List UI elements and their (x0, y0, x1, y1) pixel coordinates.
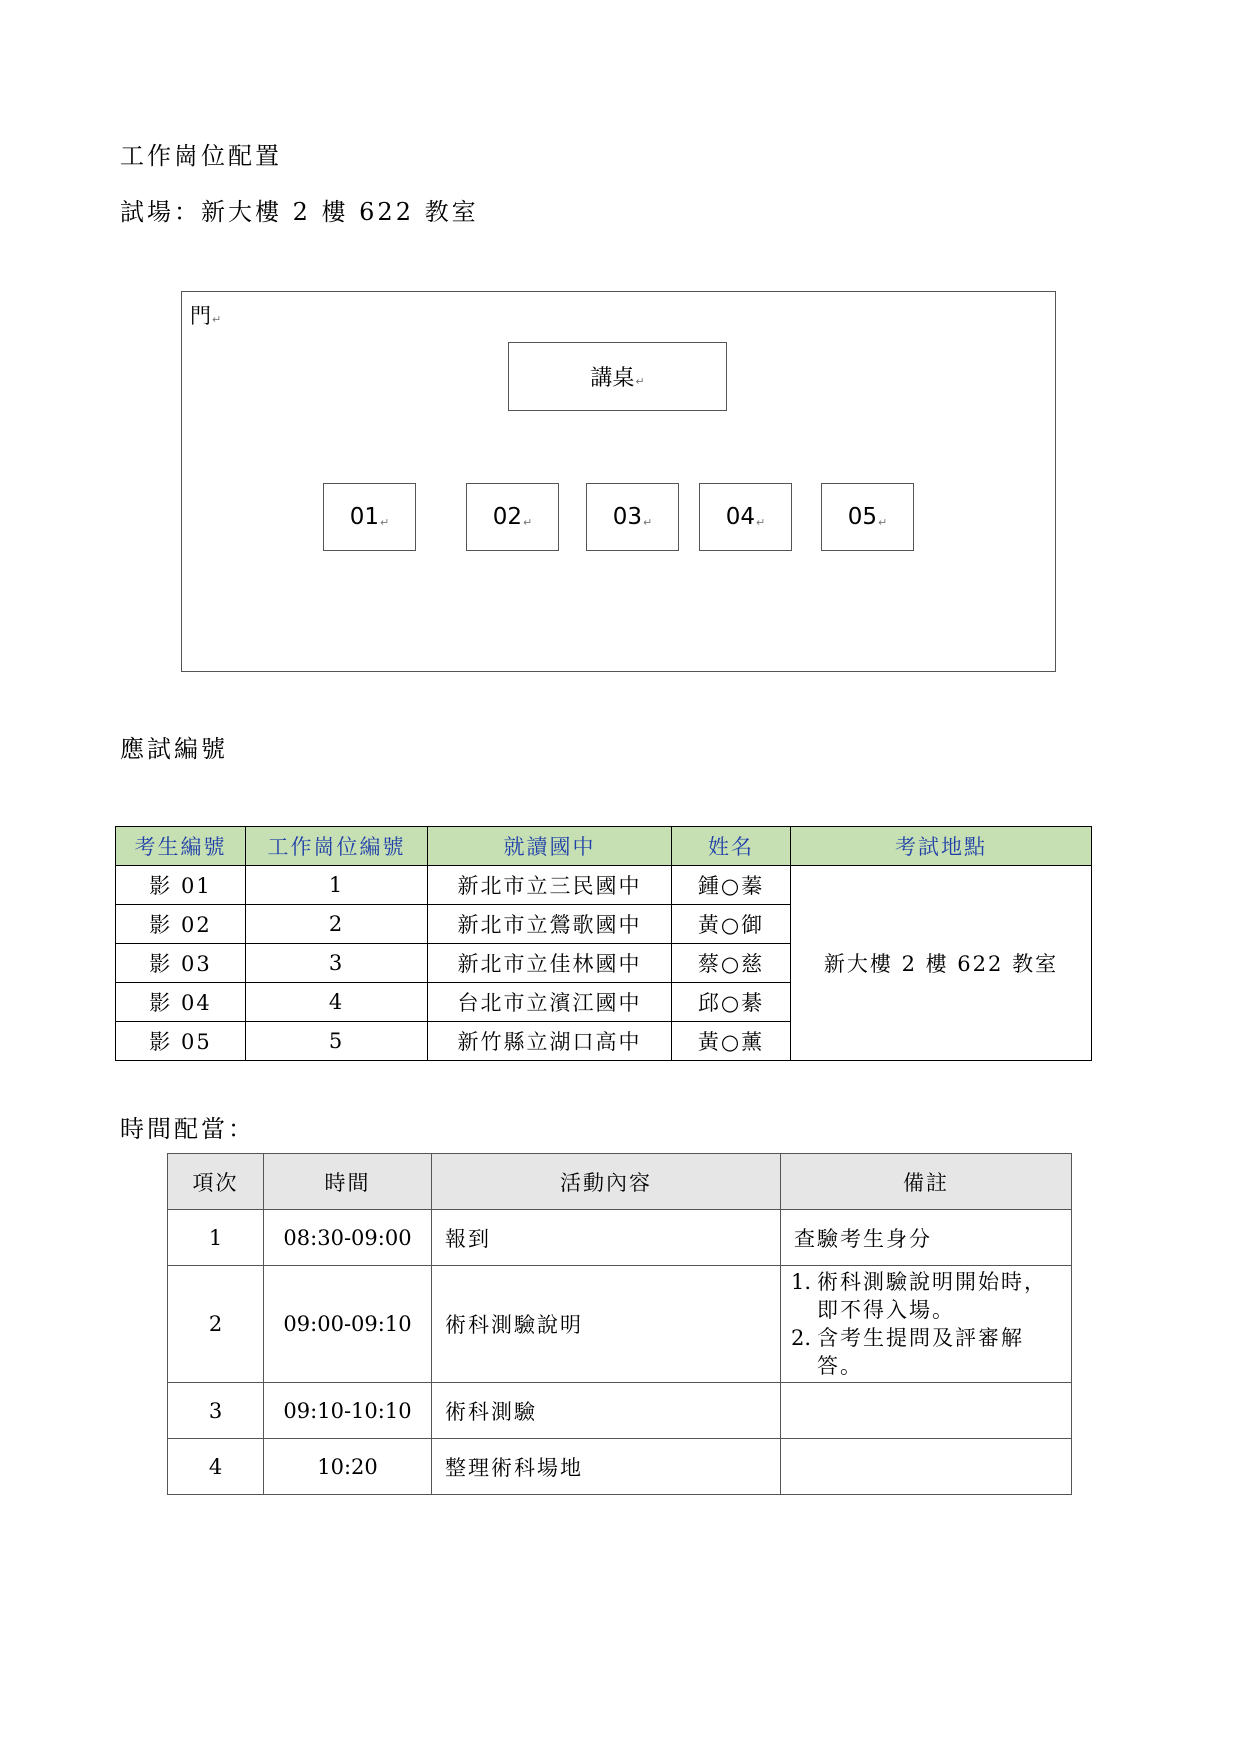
table-row (168, 1439, 1072, 1495)
item-number: 4 (168, 1439, 264, 1495)
candidate-name: 黃○薰 (672, 1022, 791, 1061)
school: 新竹縣立湖口高中 (428, 1022, 672, 1061)
candidate-id: 影 04 (116, 983, 246, 1022)
section-title-exam-ids: 應試編號 (120, 735, 228, 763)
column-header: 考試地點 (791, 827, 1092, 866)
table-row (168, 1266, 1072, 1383)
school: 台北市立濱江國中 (428, 983, 672, 1022)
column-header: 就讀國中 (428, 827, 672, 866)
candidate-id: 影 05 (116, 1022, 246, 1061)
note: 查驗考生身分 (781, 1210, 1072, 1266)
time-range: 08:30-09:00 (264, 1210, 432, 1266)
candidate-name: 邱○綦 (672, 983, 791, 1022)
venue-title: 試場：新大樓 2 樓 622 教室 (120, 198, 479, 226)
column-header: 活動內容 (432, 1154, 781, 1210)
time-range: 09:00-09:10 (264, 1266, 432, 1383)
table-row (168, 1210, 1072, 1266)
note (781, 1439, 1072, 1495)
column-header: 考生編號 (116, 827, 246, 866)
item-number: 1 (168, 1210, 264, 1266)
school: 新北市立鶯歌國中 (428, 905, 672, 944)
column-header: 工作崗位編號 (246, 827, 428, 866)
seat-box: 03 ↵ (586, 483, 679, 551)
activity: 術科測驗 (432, 1383, 781, 1439)
school: 新北市立三民國中 (428, 866, 672, 905)
station-number: 1 (246, 866, 428, 905)
column-header: 時間 (264, 1154, 432, 1210)
section-title-schedule: 時間配當： (120, 1115, 255, 1143)
list-item: 1. 術科測驗說明開始時，即不得入場。 (791, 1270, 1047, 1322)
activity: 術科測驗說明 (432, 1266, 781, 1383)
candidate-name: 蔡○慈 (672, 944, 791, 983)
column-header: 項次 (168, 1154, 264, 1210)
exam-site: 新大樓 2 樓 622 教室 (791, 866, 1092, 1061)
time-range: 10:20 (264, 1439, 432, 1495)
list-item: 2. 含考生提問及評審解答。 (791, 1326, 1024, 1378)
station-number: 5 (246, 1022, 428, 1061)
seat-box: 02 ↵ (466, 483, 559, 551)
item-number: 2 (168, 1266, 264, 1383)
floor-plan (181, 291, 1056, 672)
candidate-name: 鍾○蓁 (672, 866, 791, 905)
section-title-workstation: 工作崗位配置 (120, 142, 282, 170)
item-number: 3 (168, 1383, 264, 1439)
table-row (116, 866, 1092, 905)
podium: 講桌 ↵ (508, 342, 727, 411)
activity: 整理術科場地 (432, 1439, 781, 1495)
door-label: 門↵ (190, 304, 222, 328)
table-header-row (116, 827, 1092, 866)
candidate-name: 黃○御 (672, 905, 791, 944)
seat-box: 05 ↵ (821, 483, 914, 551)
candidate-id: 影 03 (116, 944, 246, 983)
note (781, 1266, 1072, 1383)
seat-box: 01 ↵ (323, 483, 416, 551)
column-header: 姓名 (672, 827, 791, 866)
schedule-table (167, 1153, 1072, 1495)
table-header-row (168, 1154, 1072, 1210)
note-list (791, 1268, 1051, 1380)
school: 新北市立佳林國中 (428, 944, 672, 983)
station-number: 3 (246, 944, 428, 983)
note (781, 1383, 1072, 1439)
station-number: 2 (246, 905, 428, 944)
candidate-id: 影 01 (116, 866, 246, 905)
candidate-id: 影 02 (116, 905, 246, 944)
station-number: 4 (246, 983, 428, 1022)
seat-box: 04 ↵ (699, 483, 792, 551)
activity: 報到 (432, 1210, 781, 1266)
table-row (168, 1383, 1072, 1439)
candidate-table (115, 826, 1092, 1061)
time-range: 09:10-10:10 (264, 1383, 432, 1439)
column-header: 備註 (781, 1154, 1072, 1210)
